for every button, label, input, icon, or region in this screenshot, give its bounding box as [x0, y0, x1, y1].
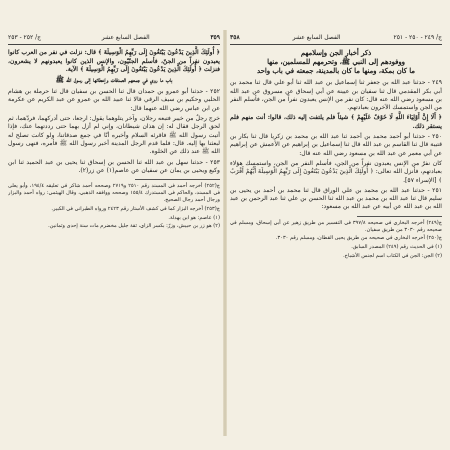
right-footnote-2: ج(٢٥٠) أخرجه البخاري في صحيحه من طريق يحيى القطان، ومسلم رقم ٣٠٣٠. — [275, 235, 442, 242]
left-opening-paragraph: ﴿ أُولَئِكَ الَّذِينَ يَدْعُونَ يَبْتَغُونَ إِلَى رَبِّهِمُ الْوَسِيلَةَ ﴾ قال: نزلت في نفر من العرب كانوا يعبدون نفراً من الجنّ، فأسلم الجنّيّون، والإنس الذين كانوا يعبدونهم لا يشعرون، فنزلت ﴿ أُولَئِكَ الَّذِينَ يَدْعُونَ يَبْتَغُونَ إِلَى رَبِّهِمُ الْوَسِيلَةَ ﴾ الآية. — [8, 49, 220, 73]
left-footnote-1: ج(٢٥٢) أخرجه أحمد في المسند رقم ٢٥١٠ و٢٧١٩ وصححه أحمد شاكر في تعليقه ١٩٤/٤، وأبو يعلى في المسند، والحاكم في المستدرك ١٥٥/٤ وصححه ووافقه الذهبي، وقال الهيثمي: رواه أحمد والبزار ورجال أحمد رجال الصحيح. — [8, 183, 220, 204]
left-section-title: باب ما روي في جمعهم الصدقات وإعطائها إلى رسول الله ﷺ — [55, 76, 173, 85]
hadith-250-body: كان نفرٌ من الإنس يعبدون نفراً من الجن، فأسلم النفر من الجن، واستمسك هؤلاء بعبادتهم، فأنزل الله تعالى: ﴿ أُولَئِكَ الَّذِينَ يَدْعُونَ يَبْتَغُونَ إِلَى رَبِّهِمُ الْوَسِيلَةَ أَيُّهُمْ أَقْرَبُ ﴾ [الإسراء ٥٧]. — [230, 159, 442, 184]
left-page-number: ٣٥٩ — [210, 34, 220, 41]
heading-line-2: ووفودهم إلى النبي ﷺ، وتحرمهم للمسلمين، منها — [267, 58, 405, 67]
left-header-ref: ج/ ٢٥٢ - ٢٥٣ — [8, 34, 42, 41]
right-page-number: ٣٥٨ — [230, 34, 240, 41]
hadith-249-quran: ﴿ أَلَا إِنَّ أَوْلِيَاءَ اللَّهِ لَا خَوْفٌ عَلَيْهِمْ ﴾ شيئاً فلم يلتفت إليه ذلك، قالوا: أنت منهم فلم يستقر ذلك. — [230, 114, 442, 130]
hadith-249-isnad: ٢٤٩ - حدثنا عبد الله بن جعفر ثنا إسماعيل بن عبد الله ثنا أبو علي قال ثنا محمد بن أبي بكر المقدمي قال ثنا سفيان بن عيينة عن أبي إسحاق عن مسروق عن عبد الله بن مسعود رضي الله عنه قال: كان نفر من الإنس يعبدون نفراً من الجن، فأسلم النفر من الجن واستمسك الآخرون بعبادتهم. — [230, 79, 442, 112]
hadith-252-body: خرج رجلٌ من خيبر فتبعه رجلان، وآخر يتلوهما يقول: ارجعا، حتى أدركهما، فردّهما، ثم لحق الرجل فقال له: إن هذان شيطانان، وإني لم أزل بهما حتى رددتهما عنك، فإذا أتيت رسول الله ﷺ فاقرئه السلام وأخبره أنّا في جمع صدقاتنا، ولو كانت تصلح له لبعثنا بها إليه. قال: فلما قدم الرجل المدينة أخبر رسول الله ﷺ فأمره، فنهى رسول الله ﷺ عند ذلك عن الخلوة. — [8, 115, 220, 156]
right-page — [230, 34, 442, 440]
heading-line-3: ما كان بمكة، ومنها ما كان بالمدينة، جمعته في باب واحد — [257, 67, 415, 76]
right-page-header — [230, 34, 442, 45]
hadith-253-isnad: ٢٥٣ - حدثنا سهل بن عبد الله ثنا الحسن بن إسحاق ثنا يحيى بن عبد الحميد ثنا ابن وكيع ويحيى بن يمان عن سفيان عن عاصم(١) عن زر(٢). — [8, 158, 220, 174]
right-footnote-3: (١) في الحديث رقم (٢٤٩) المصدر السابق. — [351, 244, 442, 251]
left-page-header — [8, 34, 220, 45]
hadith-251-isnad: ٢٥١ - حدثنا عبد الله بن محمد بن علي الوراق قال ثنا محمد بن أحمد بن يحيى بن سليم قال ثنا عبد الله بن محمد بن عبد الله ثنا الحسن بن علي ثنا عبد الرحمن بن عبد الله بن عبد الله عن أبيه عن عبد الله بن مسعود: — [230, 186, 442, 211]
heading-line-1: ذكر أخبار الجن وإسلامهم — [300, 49, 372, 58]
left-footnote-3: (١) عاصم: هو ابن بهدلة. — [168, 214, 220, 221]
book-gutter — [223, 30, 227, 436]
right-chapter-heading — [230, 49, 442, 76]
right-header-title: الفصل السابع عشر — [292, 34, 341, 41]
right-header-ref: ج/ ٢٤٩ - ٢٥٠ - ٢٥١ — [393, 34, 442, 41]
right-footnote-1: ج(٢٤٩) أخرجه البخاري في صحيحه ٣٩٧/٨ في التفسير من طريق زهير عن أبي إسحاق، ومسلم في صحيحه رقم ٣٠٣٠ من طريق سفيان. — [230, 219, 442, 233]
left-footnote-rule — [135, 179, 220, 180]
left-header-title: الفصل السابع عشر — [101, 34, 150, 41]
right-footnote-4: (٢) الجن: الجن في الكتاب اسم لجنس الأشباح. — [343, 252, 442, 259]
left-page — [8, 34, 220, 440]
hadith-252-isnad: ٢٥٢ - حدثنا أبو عمرو بن حمدان قال ثنا الحسن بن سفيان قال ثنا حرملة بن هشام الحلبي وحكيم بن سيف الرقي قالا ثنا عبيد الله بن عمرو عن عبد الكريم عن عكرمة عن ابن عباس رضي الله عنهما قال: — [8, 88, 220, 112]
right-footnote-rule — [357, 216, 442, 217]
hadith-250-isnad: ٢٥٠ - حدثنا أبو أحمد محمد بن أحمد ثنا عبد الله بن محمد بن زكريا قال ثنا بكار بن قتيبة قال ثنا القاسم بن عبد الله قال ثنا إسماعيل بن إبراهيم عن الأعمش عن إبراهيم عن أبي معمر عن عبد الله بن مسعود رضي الله عنه قال: — [230, 133, 442, 157]
left-footnote-2: ج(٢٥٣) أخرجه البزار كما في كشف الأستار رقم ٢٤٢٣ ورواه الطبراني في الكبير. — [51, 205, 220, 212]
left-footnote-4: (٢) هو زر بن حبيش، وزرّ: بكسر الزاي، ثقة جليل مخضرم مات سنة إحدى وثمانين. — [48, 223, 220, 230]
